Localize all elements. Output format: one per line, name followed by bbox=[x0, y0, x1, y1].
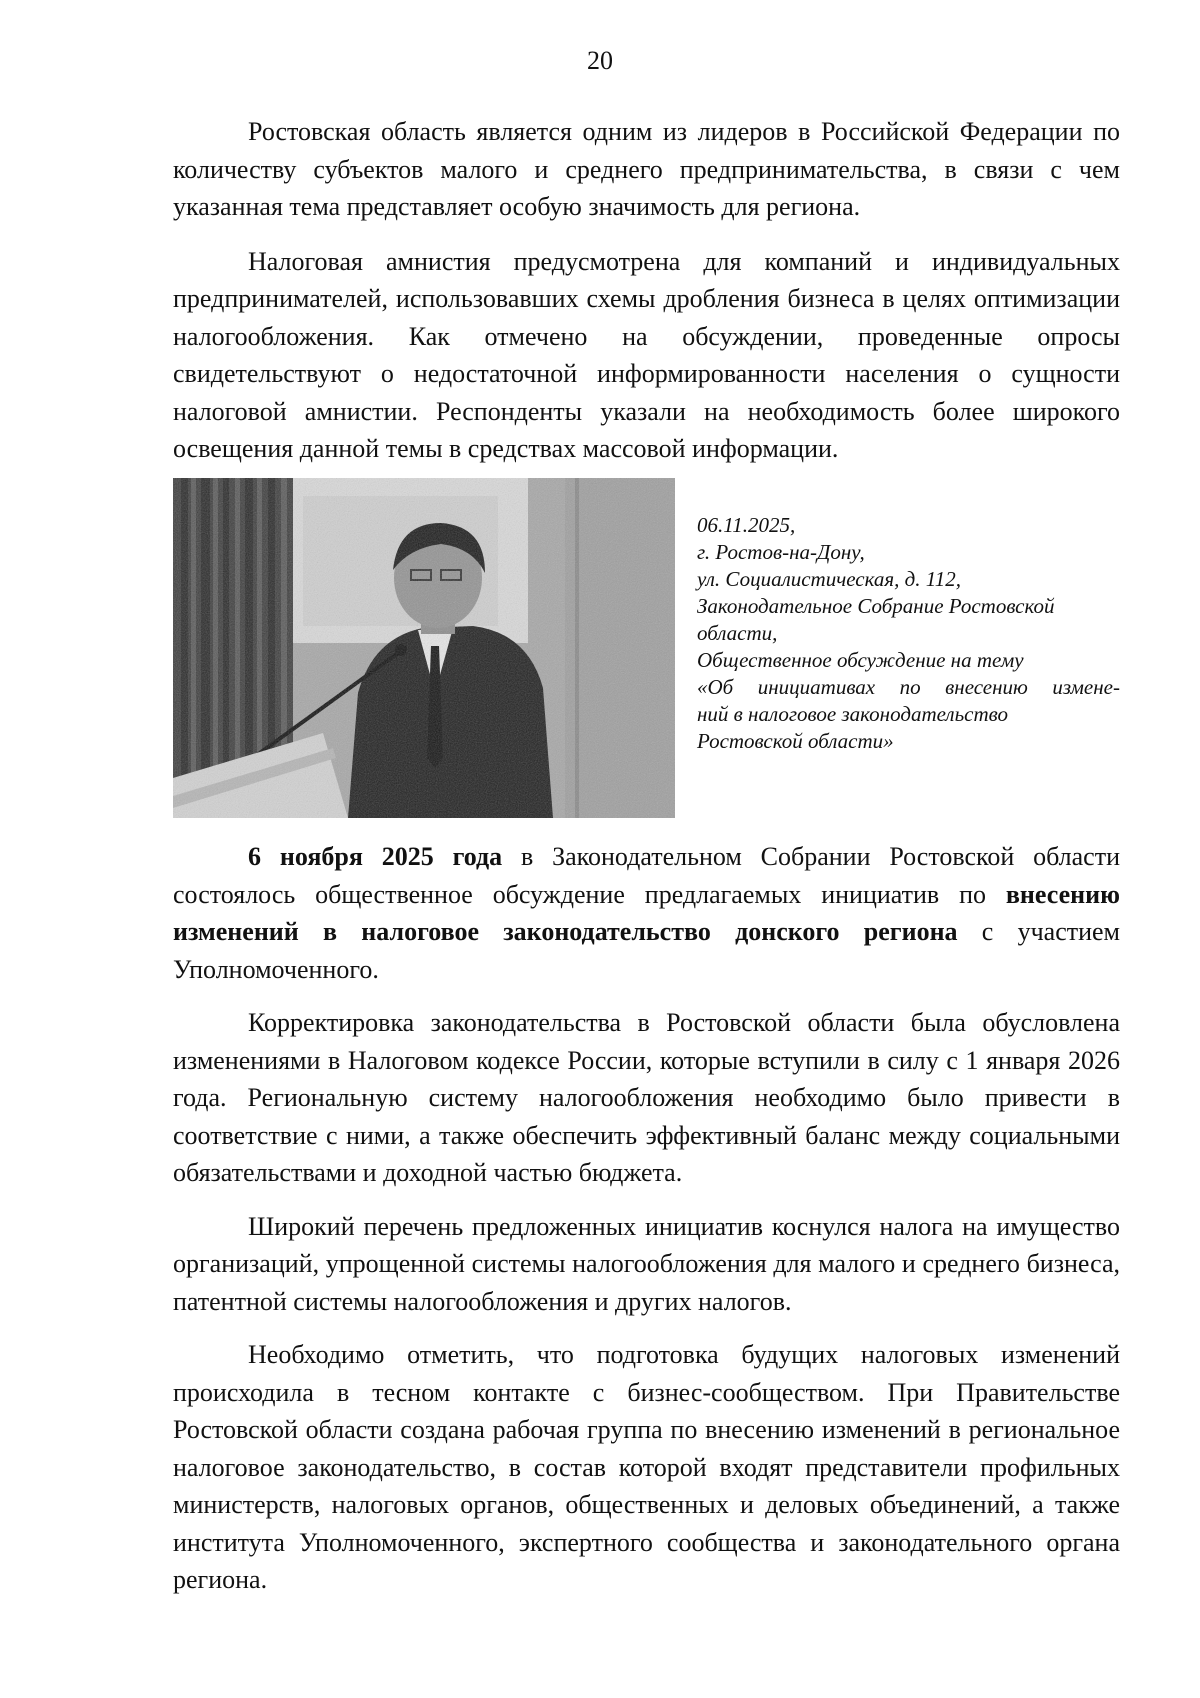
caption-event-line-1: Общественное обсуждение на тему bbox=[697, 648, 1024, 672]
caption-venue-line-1: Законодательное Собрание Ростовской bbox=[697, 594, 1055, 618]
event-topic-bold: внесению изменений в налоговое законодательство донского региона bbox=[173, 879, 1120, 946]
caption-city: г. Ростов-на-Дону, bbox=[697, 540, 865, 564]
page-number: 20 bbox=[587, 46, 613, 75]
caption-event-line-3: ний в налоговое законодательство bbox=[697, 702, 1008, 726]
main-text-block bbox=[173, 838, 1120, 1599]
paragraph-region-leader: Ростовская область является одним из лидеров в Российской Федерации по количеству субъектов малого и среднего предпринимательства, в связи с чем указанная тема представляет особую значимость для региона. bbox=[173, 117, 1120, 221]
caption-date: 06.11.2025, bbox=[697, 513, 796, 537]
paragraph-working-group: Необходимо отметить, что подготовка будущих налоговых изменений происходила в тесном контакте с бизнес-сообществом. При Правительстве Ростовской области создана рабочая группа по внесению изменений в региональное налоговое законодательство, в состав которой входят представители профильных министерств, налоговых органов, общественных и деловых объединений, а также института Уполномоченного, экспертного сообщества и законодательного органа региона. bbox=[173, 1340, 1120, 1594]
caption-event-line-4: Ростовской области» bbox=[697, 729, 894, 753]
paragraph-legislation-adjustment: Корректировка законодательства в Ростовской области была обусловлена изменениями в Налоговом кодексе России, которые вступили в силу с 1 января 2026 года. Региональную систему налогообложения необходимо было привести в соответствие с ними, а также обеспечить эффективный баланс между социальными обязательствами и доходной частью бюджета. bbox=[173, 1008, 1120, 1187]
caption-event-line-2: «Об инициативах по внесению измене- bbox=[697, 675, 1120, 699]
intro-text-block bbox=[173, 113, 1120, 468]
event-text-part-2: с участием Уполномоченного. bbox=[173, 917, 1120, 984]
caption-address: ул. Социалистическая, д. 112, bbox=[697, 567, 961, 591]
paragraph-initiatives-list: Широкий перечень предложенных инициатив коснулся налога на имущество организаций, упрощенной системы налогообложения для малого и среднего бизнеса, патентной системы налогообложения и других налогов. bbox=[173, 1211, 1120, 1316]
event-photo bbox=[173, 478, 675, 818]
paragraph-event bbox=[173, 838, 1120, 988]
paragraph-tax-amnesty: Налоговая амнистия предусмотрена для компаний и индивидуальных предпринимателей, использовавших схемы дробления бизнеса в целях оптимизации налогообложения. Как отмечено на обсуждении, проведенные опросы свидетельствуют о недостаточной информированности населения о сущности налоговой амнистии. Респонденты указали на необходимость более широкого освещения данной темы в средствах массовой информации. bbox=[173, 246, 1120, 463]
event-date-bold: 6 ноября 2025 года bbox=[248, 842, 503, 871]
caption-venue-line-2: области, bbox=[697, 621, 778, 645]
event-text-part-1: в Законодательном Собрании Ростовской области состоялось общественное обсуждение предлагаемых инициатив по bbox=[173, 842, 1120, 909]
photo-caption bbox=[697, 512, 1120, 755]
